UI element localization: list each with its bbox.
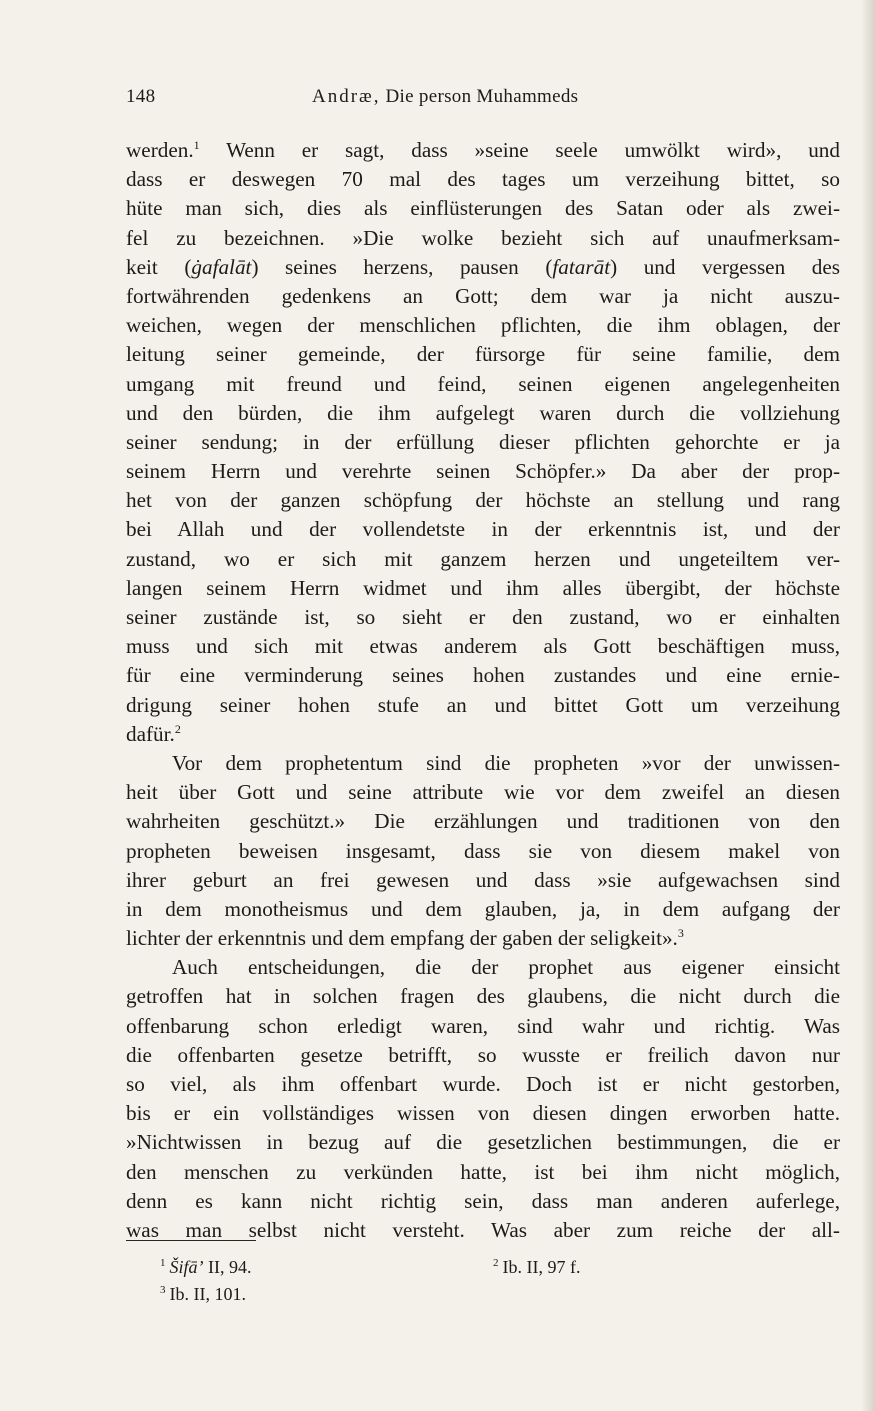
text-run: hüte man sich, dies als einflüsterungen des Satan oder als zwei- xyxy=(126,196,840,221)
running-head-author: Andræ, xyxy=(312,86,381,107)
text-line xyxy=(126,1187,840,1216)
footnote-rule xyxy=(126,1240,256,1241)
text-line xyxy=(126,953,840,982)
text-line xyxy=(126,399,840,428)
text-line xyxy=(126,1128,840,1157)
paragraph-p3 xyxy=(126,953,840,1245)
text-line xyxy=(126,457,840,486)
text-line xyxy=(126,778,840,807)
text-run: seiner sendung; in der erfüllung dieser pflichten gehorchte er ja xyxy=(126,429,840,454)
text-run: heit über Gott und seine attribute wie vor dem zweifel an diesen xyxy=(126,780,840,805)
text-run: bei Allah und der vollendetste in der erkenntnis ist, und der xyxy=(126,517,840,542)
footnote-source-title: Šifā’ xyxy=(169,1257,204,1277)
text-run: lichter der erkenntnis und dem empfang der gaben der seligkeit». xyxy=(126,926,678,951)
text-run: fortwährenden gedenkens an Gott; dem war ja nicht auszu- xyxy=(126,283,840,308)
text-run: die offenbarten gesetze betrifft, so wusste er freilich davon nur xyxy=(126,1042,840,1067)
text-line xyxy=(126,603,840,632)
paragraph-p1 xyxy=(126,136,840,749)
text-line xyxy=(126,224,840,253)
footnote-reference: 2 xyxy=(174,721,181,736)
text-run: wahrheiten geschützt.» Die erzählungen und traditionen von den xyxy=(126,809,840,834)
text-run: werden. xyxy=(126,138,194,162)
footnote-row xyxy=(160,1281,252,1308)
text-line xyxy=(126,632,840,661)
footnote-3 xyxy=(160,1281,246,1308)
text-run: propheten beweisen insgesamt, dass sie von diesem makel von xyxy=(126,838,840,863)
text-line xyxy=(126,545,840,574)
page-header xyxy=(126,86,840,120)
text-run: seinem Herrn und verehrte seinen Schöpfer.» Da aber der prop- xyxy=(126,459,840,484)
running-head xyxy=(312,86,578,108)
text-run: dafür. xyxy=(126,721,175,746)
text-run: langen seinem Herrn widmet und ihm alles übergibt, der höchste xyxy=(126,575,840,600)
text-run: den menschen zu verkünden hatte, ist bei ihm nicht möglich, xyxy=(126,1159,840,1184)
text-line xyxy=(126,486,840,515)
text-line xyxy=(126,428,840,457)
text-line xyxy=(126,574,840,603)
text-line xyxy=(126,282,840,311)
page-number: 148 xyxy=(126,86,156,107)
text-line xyxy=(126,194,840,223)
text-run: fel zu bezeichnen. »Die wolke bezieht sich auf unaufmerksam- xyxy=(126,225,840,250)
text-line xyxy=(126,1012,840,1041)
text-run: und den bürden, die ihm aufgelegt waren durch die vollziehung xyxy=(126,400,840,425)
text-run: seiner zustände ist, so sieht er den zustand, wo er einhalten xyxy=(126,605,840,629)
text-line xyxy=(126,1158,840,1187)
footnote-mark: 2 xyxy=(493,1257,499,1269)
body-text xyxy=(126,136,840,1245)
text-run: leitung seiner gemeinde, der fürsorge für seine familie, dem xyxy=(126,342,840,367)
footnote-mark: 3 xyxy=(160,1284,166,1296)
text-run: dass er deswegen 70 mal des tages um verzeihung bittet, so xyxy=(126,167,840,192)
text-line xyxy=(126,691,840,720)
text-line xyxy=(126,311,840,340)
italic-term: ġafalāt xyxy=(191,254,252,279)
footnote-text: II, 94. xyxy=(203,1257,252,1277)
footnote-row xyxy=(160,1254,581,1281)
text-run: getroffen hat in solchen fragen des glaubens, die nicht durch die xyxy=(126,984,840,1009)
footnote-2 xyxy=(493,1254,580,1281)
text-run: muss und sich mit etwas anderem als Gott beschäftigen muss, xyxy=(126,634,840,659)
text-line xyxy=(126,165,840,194)
text-run: drigung seiner hohen stufe an und bittet Gott um verzeihung xyxy=(126,692,840,717)
footnote-mark: 1 xyxy=(160,1257,166,1269)
text-line xyxy=(126,1099,840,1128)
text-line xyxy=(126,895,840,924)
text-run: umgang mit freund und feind, seinen eigenen angelegenheiten xyxy=(126,371,840,396)
text-run: so viel, als ihm offenbart wurde. Doch ist er nicht gestorben, xyxy=(126,1072,840,1096)
text-run: ) seines herzens, pausen ( xyxy=(251,254,553,279)
footnote-reference: 1 xyxy=(193,138,200,152)
page-edge-shadow xyxy=(861,0,875,1411)
text-run: weichen, wegen der menschlichen pflichten, die ihm oblagen, der xyxy=(126,313,840,338)
text-run: zustand, wo er sich mit ganzem herzen und ungeteiltem ver- xyxy=(126,546,840,571)
text-run: keit ( xyxy=(126,254,192,279)
text-line xyxy=(126,807,840,836)
text-line xyxy=(126,924,840,953)
text-line xyxy=(126,749,840,778)
text-run: het von der ganzen schöpfung der höchste an stellung und rang xyxy=(126,488,840,513)
text-run: Vor dem prophetentum sind die propheten »vor der unwissen- xyxy=(172,750,840,775)
text-run: denn es kann nicht richtig sein, dass man anderen auferlege, xyxy=(126,1188,840,1213)
text-run: in dem monotheismus und dem glauben, ja, in dem aufgang der xyxy=(126,896,840,921)
text-run: was man selbst nicht versteht. Was aber zum reiche der all- xyxy=(126,1217,840,1242)
text-run: bis er ein vollständiges wissen von diesen dingen erworben hatte. xyxy=(126,1101,840,1126)
footnotes xyxy=(160,1254,581,1308)
text-line xyxy=(126,720,840,749)
text-run: ) und vergessen des xyxy=(610,254,840,279)
running-head-title: Die person Muhammeds xyxy=(380,86,579,107)
footnote-1 xyxy=(160,1254,252,1281)
text-line xyxy=(126,370,840,399)
text-line xyxy=(126,1070,840,1099)
text-line xyxy=(126,515,840,544)
text-run: für eine verminderung seines hohen zustandes und eine ernie- xyxy=(126,663,840,688)
text-line xyxy=(126,340,840,369)
text-line xyxy=(126,982,840,1011)
text-line xyxy=(126,837,840,866)
text-run: Wenn er sagt, dass »seine seele umwölkt wird», und xyxy=(199,138,840,162)
footnote-reference: 3 xyxy=(677,926,684,941)
text-line xyxy=(126,1041,840,1070)
text-line xyxy=(126,136,840,165)
text-line xyxy=(126,866,840,895)
footnote-text: Ib. II, 97 f. xyxy=(502,1257,581,1277)
italic-term: fatarāt xyxy=(552,254,611,279)
text-line xyxy=(126,253,840,282)
text-run: ihrer geburt an frei gewesen und dass »sie aufgewachsen sind xyxy=(126,867,840,892)
footnote-text: Ib. II, 101. xyxy=(169,1284,246,1304)
text-run: Auch entscheidungen, die der prophet aus eigener einsicht xyxy=(172,955,840,980)
paragraph-p2 xyxy=(126,749,840,953)
text-run: offenbarung schon erledigt waren, sind wahr und richtig. Was xyxy=(126,1013,840,1038)
text-line xyxy=(126,661,840,690)
text-run: »Nichtwissen in bezug auf die gesetzlichen bestimmungen, die er xyxy=(126,1130,840,1155)
